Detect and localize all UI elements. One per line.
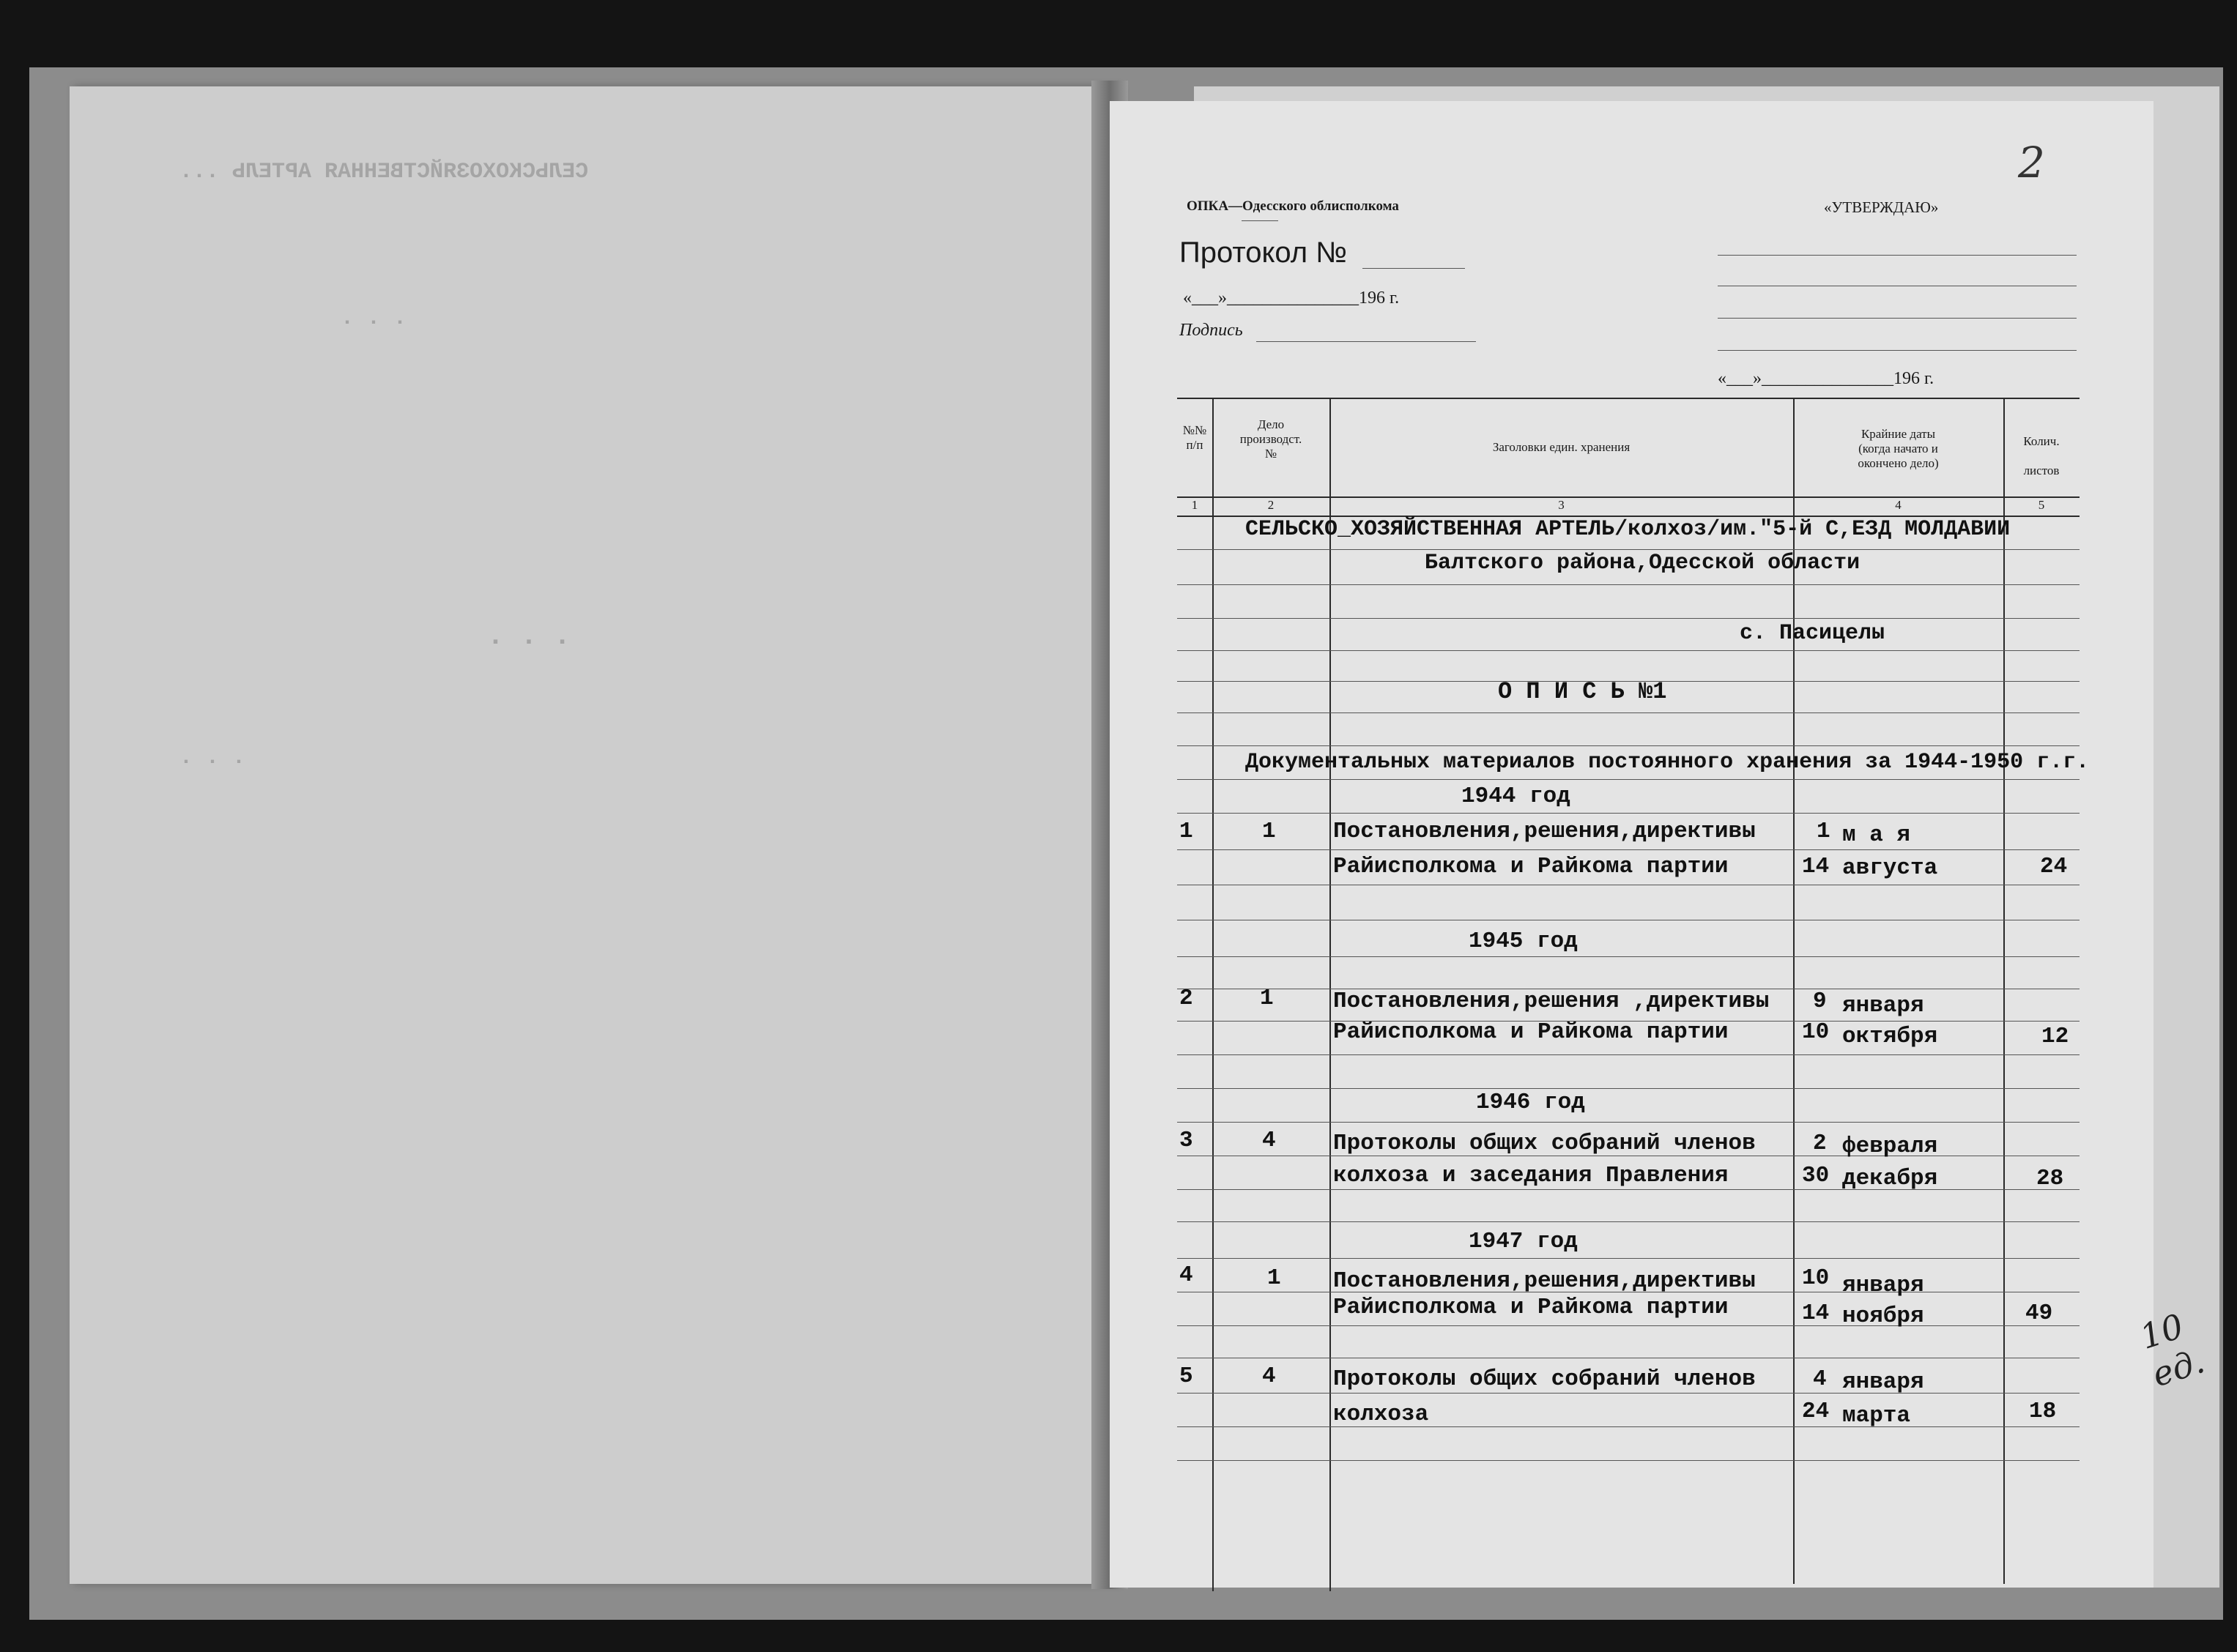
ruled-line: [1177, 1258, 2080, 1259]
case-number: 1: [1267, 1265, 1281, 1291]
col-divider-1: [1212, 398, 1214, 1591]
ghost-text-2: . . .: [341, 306, 407, 331]
start-day: 4: [1813, 1366, 1827, 1392]
start-month: м а я: [1842, 822, 1911, 848]
date-left: «___»_______________196 г.: [1183, 289, 1400, 308]
end-month: ноября: [1842, 1303, 1924, 1329]
row-title-2: Райисполкома и Райкома партии: [1333, 854, 1729, 879]
col-divider-2: [1329, 398, 1331, 1591]
approve-label: «УТВЕРЖДАЮ»: [1824, 198, 1939, 216]
sheet-count: 12: [2041, 1024, 2069, 1049]
row-number: 4: [1179, 1262, 1193, 1288]
row-title-2: Райисполкома и Райкома партии: [1333, 1019, 1729, 1045]
col-header-case: Дело производст. №: [1239, 417, 1302, 461]
row-title-1: Постановления,решения,директивы: [1333, 819, 1756, 844]
margin-note: 10 ед.: [2135, 1306, 2209, 1395]
ruled-line: [1177, 1460, 2080, 1461]
ruled-line: [1177, 712, 2080, 713]
ruled-line: [1177, 1122, 2080, 1123]
col-number-5: 5: [2038, 498, 2045, 512]
year-heading-1946: 1946 год: [1476, 1090, 1585, 1115]
end-day: 24: [1802, 1399, 1830, 1424]
sheet-count: 24: [2040, 854, 2068, 879]
col-header-title: Заголовки един. хранения: [1492, 440, 1631, 454]
col-header-sheets: Колич. листов: [2023, 434, 2060, 477]
ruled-line: [1177, 956, 2080, 957]
col-divider-3: [1793, 398, 1795, 1584]
ruled-line: [1177, 650, 2080, 651]
row-title-1: Протоколы общих собраний членов: [1333, 1131, 1756, 1156]
col-number-1: 1: [1191, 498, 1198, 512]
ruled-line: [1177, 1221, 2080, 1222]
ruled-line: [1177, 1189, 2080, 1190]
end-day: 30: [1802, 1163, 1830, 1188]
title-line-5: Документальных материалов постоянного хранения за 1944-1950 г.г.: [1245, 750, 2090, 775]
table-top-border: [1177, 398, 2080, 399]
row-number: 5: [1179, 1363, 1193, 1389]
title-line-3: с. Пасицелы: [1740, 621, 1885, 646]
ghost-text-4: . . .: [179, 745, 246, 770]
ruled-line: [1177, 1325, 2080, 1326]
col-number-3: 3: [1558, 498, 1565, 512]
ruled-line: [1177, 779, 2080, 780]
ruled-line: [1177, 745, 2080, 746]
row-title-1: Постановления,решения,директивы: [1333, 1268, 1756, 1294]
row-title-2: колхоза: [1333, 1402, 1429, 1427]
end-day: 14: [1802, 1301, 1830, 1326]
org-header: ОПКА—Одесского облисполкома: [1187, 198, 1399, 214]
year-heading-1944: 1944 год: [1461, 784, 1570, 809]
sheet-count: 18: [2029, 1399, 2057, 1424]
start-month: января: [1842, 1369, 1924, 1395]
ruled-line: [1177, 618, 2080, 619]
org-underline: [1242, 220, 1278, 221]
ghost-text-3: . . .: [487, 621, 571, 652]
ruled-line: [1177, 584, 2080, 585]
document-page: [1110, 101, 2209, 1588]
ruled-line: [1177, 1054, 2080, 1055]
col-number-4: 4: [1895, 498, 1902, 512]
end-day: 14: [1802, 854, 1830, 879]
date-right: «___»_______________196 г.: [1718, 369, 1934, 388]
end-month: октября: [1842, 1024, 1938, 1049]
row-number: 3: [1179, 1128, 1193, 1153]
start-month: января: [1842, 993, 1924, 1019]
approve-line-3: [1718, 318, 2077, 319]
row-title-2: Райисполкома и Райкома партии: [1333, 1295, 1729, 1320]
signature-label: Подпись: [1179, 321, 1243, 340]
case-number: 4: [1262, 1128, 1276, 1153]
approve-line-4: [1718, 350, 2077, 351]
protocol-number-line: [1362, 268, 1465, 269]
row-number: 1: [1179, 819, 1193, 844]
ruled-line: [1177, 1393, 2080, 1394]
year-heading-1947: 1947 год: [1469, 1229, 1578, 1254]
title-line-4: О П И С Ь №1: [1498, 678, 1667, 705]
ruled-line: [1177, 849, 2080, 850]
col-header-num: №№ п/п: [1182, 423, 1207, 452]
title-line-2: Балтского района,Одесской области: [1425, 551, 1861, 576]
ruled-line: [1177, 1088, 2080, 1089]
case-number: 1: [1260, 986, 1274, 1011]
row-title-1: Протоколы общих собраний членов: [1333, 1366, 1756, 1392]
title-line-1: СЕЛЬСКО_ХОЗЯЙСТВЕННАЯ АРТЕЛЬ/колхоз/им."5-й С,ЕЗД МОЛДАВИИ: [1245, 517, 2011, 542]
ghost-text-1: СЕЛЬСКОХОЗЯЙСТВЕННАЯ АРТЕЛЬ ...: [179, 160, 589, 185]
ruled-line: [1177, 813, 2080, 814]
protocol-label: Протокол №: [1179, 237, 1348, 269]
col-header-dates: Крайние даты (когда начато и окончено дело): [1858, 427, 1939, 470]
ruled-line: [1177, 549, 2080, 550]
end-day: 10: [1802, 1019, 1830, 1045]
row-number: 2: [1179, 986, 1193, 1011]
page-number: 2: [2018, 138, 2045, 187]
case-number: 4: [1262, 1363, 1276, 1389]
row-title-1: Постановления,решения ,директивы: [1333, 989, 1770, 1014]
end-month: августа: [1842, 855, 1938, 881]
approve-line-1: [1718, 255, 2077, 256]
start-day: 10: [1802, 1265, 1830, 1291]
sheet-count: 28: [2036, 1166, 2064, 1191]
ruled-line: [1177, 1426, 2080, 1427]
case-number: 1: [1262, 819, 1276, 844]
col-number-2: 2: [1267, 498, 1275, 512]
end-month: марта: [1842, 1403, 1911, 1429]
sheet-count: 49: [2025, 1301, 2053, 1326]
year-heading-1945: 1945 год: [1469, 929, 1578, 954]
start-month: февраля: [1842, 1134, 1938, 1159]
row-title-2: колхоза и заседания Правления: [1333, 1163, 1729, 1188]
col-divider-4: [2003, 398, 2005, 1584]
start-day: 9: [1813, 989, 1827, 1014]
end-month: декабря: [1842, 1166, 1938, 1191]
signature-line: [1256, 341, 1476, 342]
start-month: января: [1842, 1273, 1924, 1298]
start-day: 2: [1813, 1131, 1827, 1156]
left-page: [70, 86, 1117, 1584]
start-day: 1: [1817, 819, 1830, 844]
